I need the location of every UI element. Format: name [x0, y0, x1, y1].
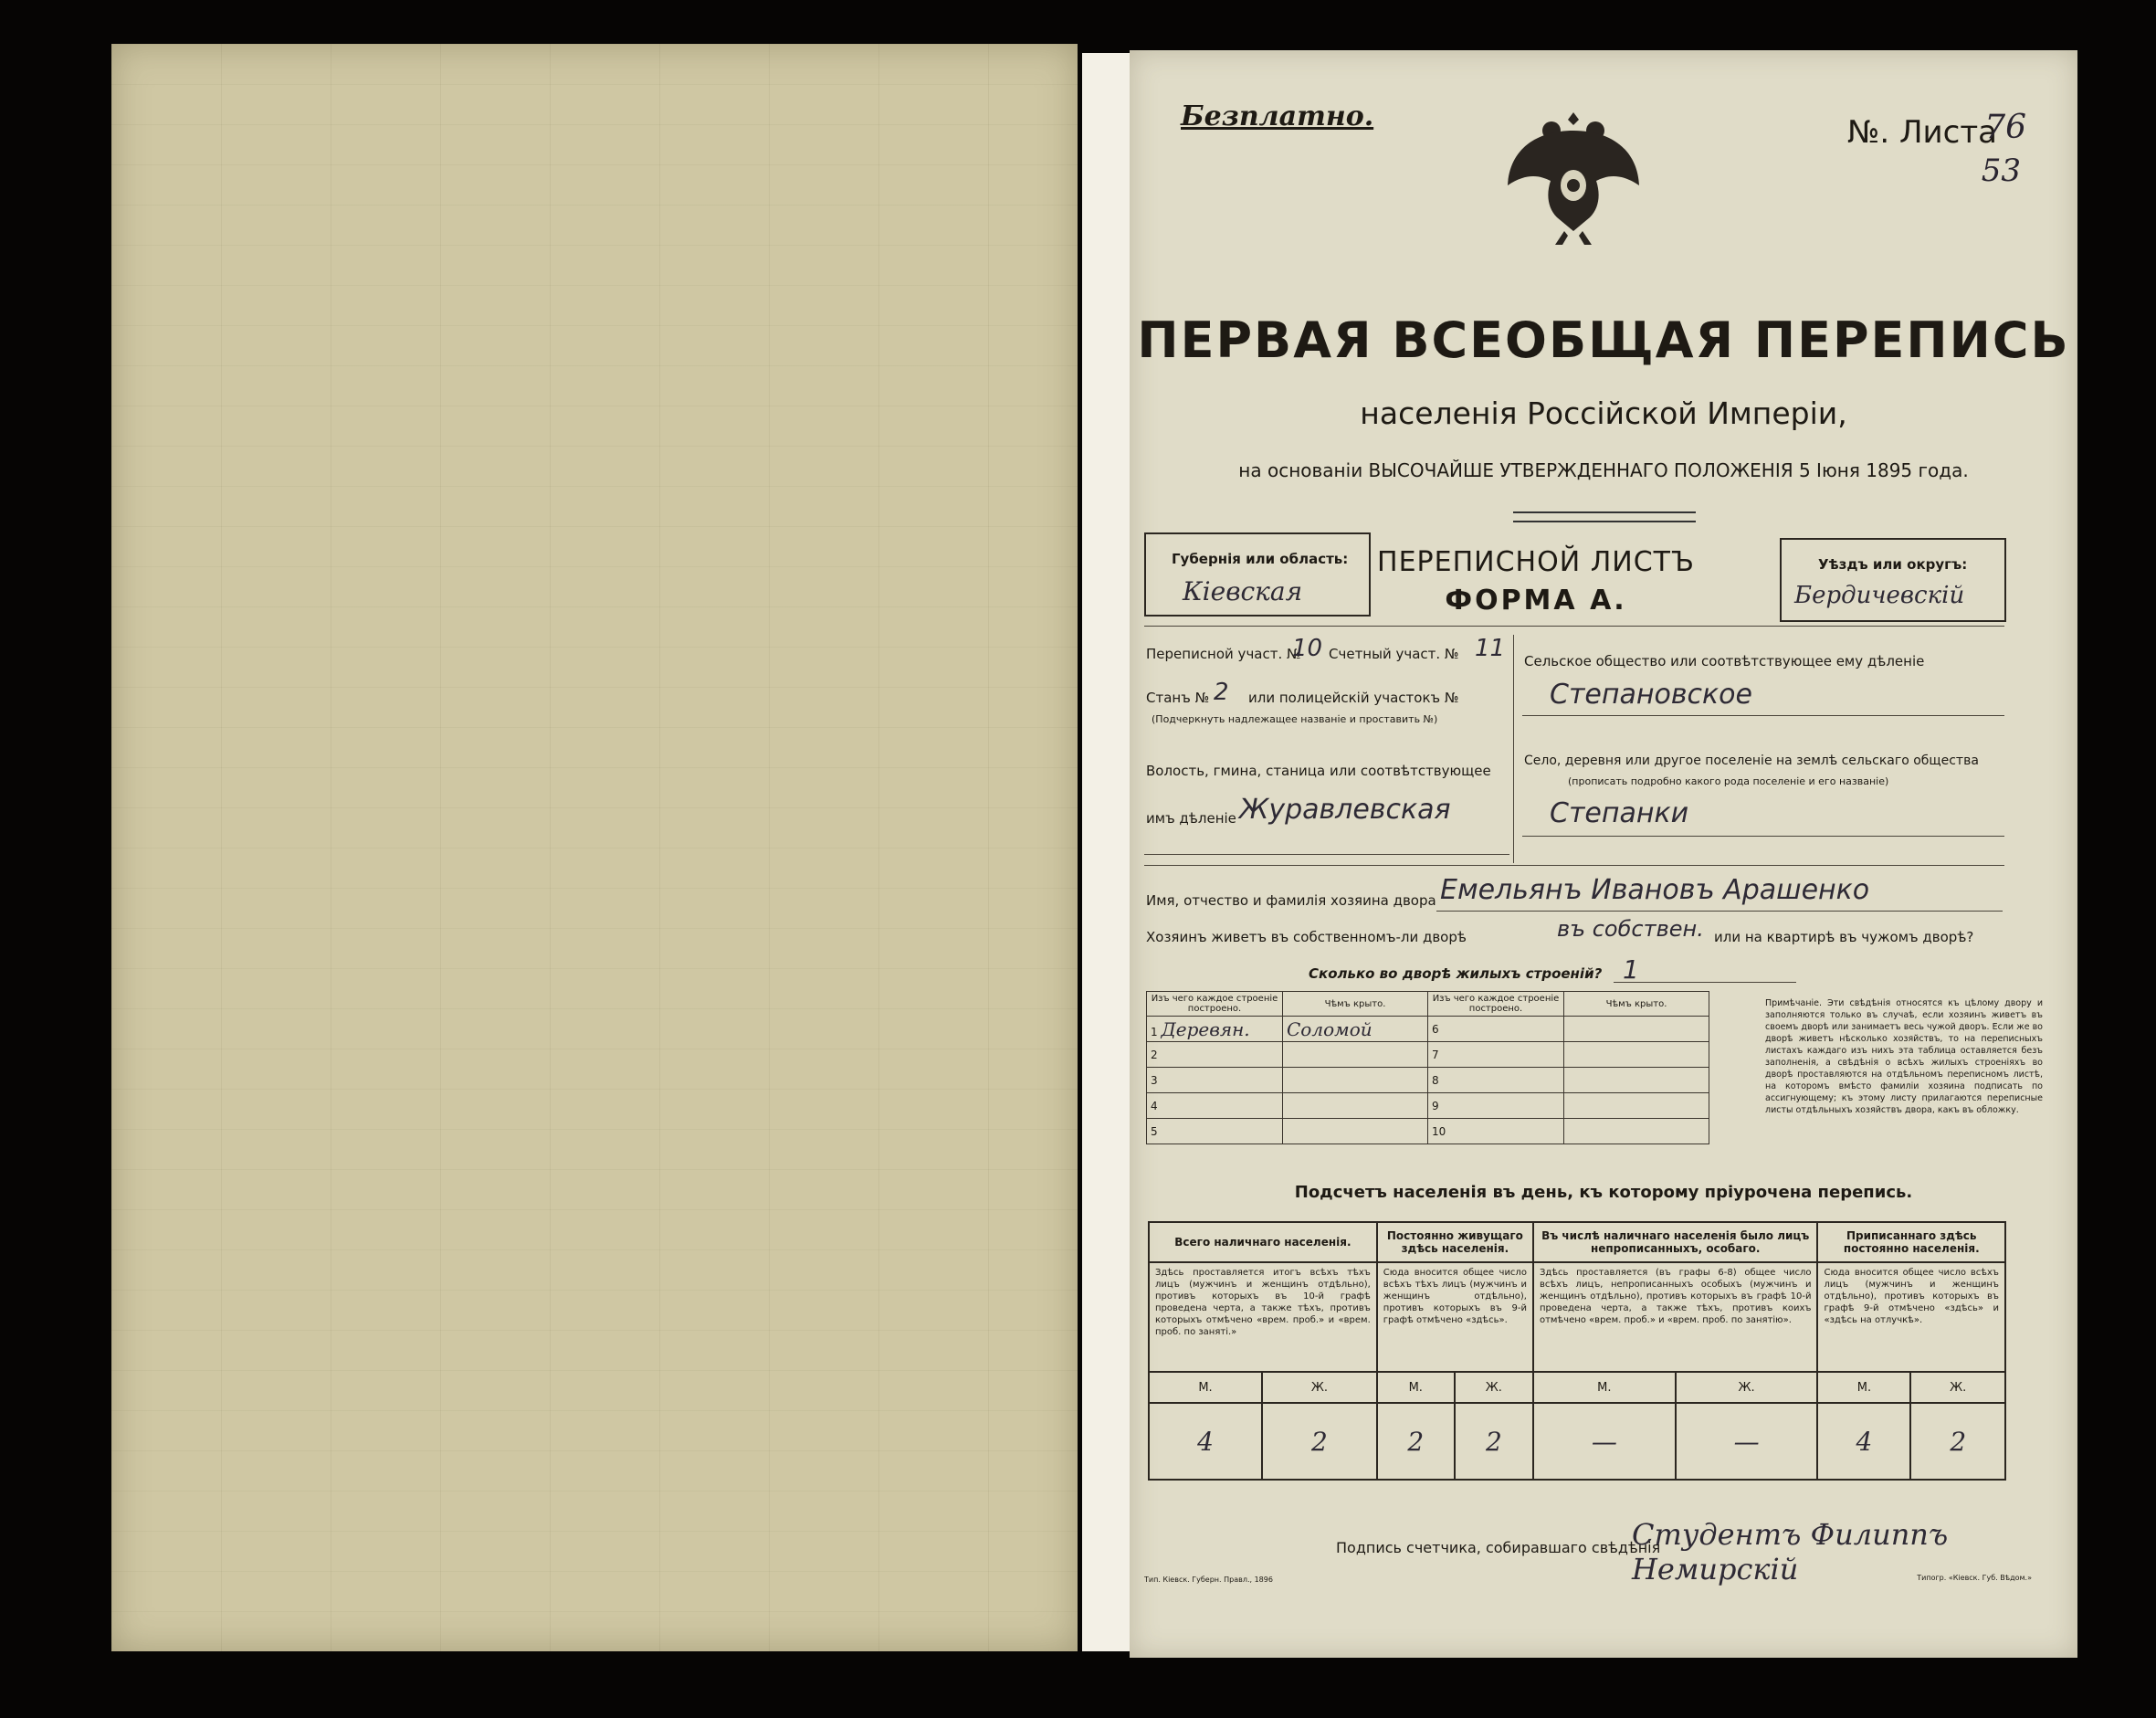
building-roof-header: Чѣмъ крыто. — [1283, 992, 1428, 1017]
count-desc-permanent: Сюда вносится общее число всѣхъ тѣхъ лицъ (мужчинъ и женщинъ отдѣльно), противъ которыхъ въ 9-й графѣ отмѣчено «здѣсь». — [1377, 1262, 1533, 1372]
district-value: Бердичевскій — [1794, 582, 1965, 609]
permanent-female-value: 2 — [1455, 1403, 1533, 1480]
total-female-value: 2 — [1262, 1403, 1377, 1480]
permanent-male-value: 2 — [1377, 1403, 1455, 1480]
count-desc-total: Здѣсь проставляется итогъ всѣхъ тѣхъ лицъ (мужчинъ и женщинъ отдѣльно), противъ которыхъ въ 10-й графѣ проведена черта, а также тѣхъ, противъ которыхъ отмѣчено «врем. проб.» и «врем. проб. по заняті.» — [1149, 1262, 1377, 1372]
male-label: М. — [1533, 1372, 1676, 1403]
table-row: 5 10 — [1147, 1119, 1709, 1144]
building-material-header-2: Изъ чего каждое строеніе построено. — [1428, 992, 1564, 1017]
unregistered-female-value: — — [1676, 1403, 1818, 1480]
society-value: Степановское — [1550, 679, 1752, 711]
owner-value: Емельянъ Ивановъ Арашенко — [1440, 874, 1870, 906]
printer-imprint-left: Тип. Кіевск. Губерн. Правл., 1896 — [1144, 1576, 1273, 1584]
buildings-note: Примѣчаніе. Эти свѣдѣнія относятся къ цѣлому двору и заполняются только въ случаѣ, если хозяинъ живетъ въ своемъ дворѣ или занимаетъ весь чужой дворъ. Если же во дворѣ живетъ нѣсколько хозяйствъ, то на переписныхъ листахъ каждаго изъ нихъ эта таблица оставляется безъ заполненія, а свѣдѣнія о всѣхъ жилыхъ строеніяхъ во дворѣ проставляются на отдѣльномъ переписномъ листѣ, на которомъ вмѣсто фамиліи хозяина подписать по ассигнующему; къ этому листу прилагаются переписные листы отдѣльныхъ хозяйствъ двора, какъ въ обложку. — [1765, 998, 2043, 1115]
count-head-total: Всего наличнаго населенія. — [1149, 1222, 1377, 1262]
male-label: М. — [1817, 1372, 1910, 1403]
count-desc-registered: Сюда вносится общее число всѣхъ лицъ (мужчинъ и женщинъ отдѣльно), противъ которыхъ въ графѣ 9-й отмѣчено «здѣсь» и «здѣсь на отлучкѣ». — [1817, 1262, 2005, 1372]
count-head-permanent: Постоянно живущаго здѣсь населенія. — [1377, 1222, 1533, 1262]
province-label: Губернія или область: — [1172, 551, 1349, 567]
stan-value: 2 — [1214, 679, 1229, 706]
buildings-value: 1 — [1623, 954, 1639, 985]
village-label: Село, деревня или другое поселеніе на землѣ сельскаго общества — [1524, 754, 1979, 768]
population-count-table — [1148, 1221, 2006, 1481]
province-box — [1144, 532, 1371, 617]
census-section-label: Переписной участ. № — [1146, 646, 1301, 662]
stan-label: Станъ № — [1146, 690, 1210, 706]
count-desc-unregistered: Здѣсь проставляется (въ графы 6-8) общее число всѣхъ лицъ, непрописанныхъ особыхъ (мужчинъ и женщинъ отдѣльно), противъ которыхъ въ графѣ 10-й проведена черта, а также тѣхъ, противъ коихъ отмѣчено «врем. проб.» и «врем. проб. по занятію». — [1533, 1262, 1818, 1372]
legal-basis: на основаніи ВЫСОЧАЙШЕ УТВЕРЖДЕННАГО ПОЛОЖЕНІЯ 5 Іюня 1895 года. — [1238, 459, 1969, 481]
district-box — [1780, 538, 2006, 622]
blank-left-page — [111, 44, 1078, 1651]
unregistered-male-value: — — [1533, 1403, 1676, 1480]
table-row: 4 9 — [1147, 1093, 1709, 1119]
volost-label: Волость, гмина, станица или соотвѣтствующее — [1146, 763, 1491, 779]
buildings-table — [1146, 991, 1709, 1144]
count-head-registered: Приписаннаго здѣсь постоянно населенія. — [1817, 1222, 2005, 1262]
table-row: 3 8 — [1147, 1068, 1709, 1093]
female-label: Ж. — [1455, 1372, 1533, 1403]
female-label: Ж. — [1676, 1372, 1818, 1403]
count-section-value: 11 — [1475, 635, 1506, 662]
form-title-line-2: ФОРМА А. — [1445, 585, 1627, 617]
stan-note: (Подчеркнуть надлежащее названіе и проставить №) — [1152, 713, 1438, 725]
building-material-header: Изъ чего каждое строеніе построено. — [1147, 992, 1283, 1017]
police-label: или полицейскій участокъ № — [1248, 690, 1459, 706]
rented-label: или на квартирѣ въ чужомъ дворѣ? — [1714, 929, 1974, 945]
male-label: М. — [1149, 1372, 1262, 1403]
census-section-value: 10 — [1292, 635, 1323, 662]
buildings-label: Сколько во дворѣ жилыхъ строеній? — [1309, 965, 1603, 982]
owner-label: Имя, отчество и фамилія хозяина двора — [1146, 892, 1436, 909]
society-label: Сельское общество или соотвѣтствующее ему дѣленіе — [1524, 653, 1925, 669]
document-title: ПЕРВАЯ ВСЕОБЩАЯ ПЕРЕПИСЬ — [1137, 311, 2070, 369]
free-label: Безплатно. — [1181, 100, 1374, 132]
population-count-title: Подсчетъ населенія въ день, къ которому пріурочена перепись. — [1294, 1183, 1913, 1202]
male-label: М. — [1377, 1372, 1455, 1403]
volost-value: Журавлевская — [1239, 794, 1451, 826]
own-yard-value: въ собствен. — [1557, 916, 1704, 942]
village-note: (прописать подробно какого рода поселеніе и его названіе) — [1568, 775, 1889, 787]
volost-label-2: имъ дѣленіе — [1146, 810, 1236, 827]
table-row: 2 7 — [1147, 1042, 1709, 1068]
table-row — [1149, 1403, 2005, 1480]
building-roof-header-2: Чѣмъ крыто. — [1564, 992, 1709, 1017]
ornamental-divider — [1513, 511, 1696, 522]
form-title-line-1: ПЕРЕПИСНОЙ ЛИСТЪ — [1377, 546, 1695, 578]
count-head-unregistered: Въ числѣ наличнаго населенія было лицъ непрописанныхъ, особаго. — [1533, 1222, 1818, 1262]
district-label: Уѣздъ или округъ: — [1818, 556, 1968, 573]
count-section-label: Счетный участ. № — [1329, 646, 1459, 662]
female-label: Ж. — [1262, 1372, 1377, 1403]
sheet-number-handwritten-2: 53 — [1981, 153, 2021, 189]
sheet-number-label: №. Листа — [1847, 114, 1997, 151]
total-male-value: 4 — [1149, 1403, 1262, 1480]
form-title — [1372, 543, 1700, 620]
village-value: Степанки — [1550, 797, 1689, 829]
province-value: Кіевская — [1183, 576, 1303, 606]
own-yard-label: Хозяинъ живетъ въ собственномъ-ли дворѣ — [1146, 929, 1467, 945]
table-row: 1 Деревян. Соломой 6 — [1147, 1017, 1709, 1042]
printer-imprint-right: Типогр. «Кіевск. Губ. Вѣдом.» — [1917, 1574, 2032, 1582]
document-subtitle: населенія Россійской Имперіи, — [1360, 395, 1847, 431]
census-form-page — [1130, 50, 2077, 1658]
signature-value: Студентъ Филиппъ Немирскій — [1632, 1517, 1949, 1586]
female-label: Ж. — [1910, 1372, 2005, 1403]
signature-label: Подпись счетчика, собиравшаго свѣдѣнія — [1336, 1539, 1661, 1556]
binding-strip — [1082, 53, 1130, 1651]
registered-male-value: 4 — [1817, 1403, 1910, 1480]
sheet-number-handwritten: 76 — [1984, 109, 2026, 146]
double-headed-eagle-icon — [1500, 94, 1646, 249]
registered-female-value: 2 — [1910, 1403, 2005, 1480]
